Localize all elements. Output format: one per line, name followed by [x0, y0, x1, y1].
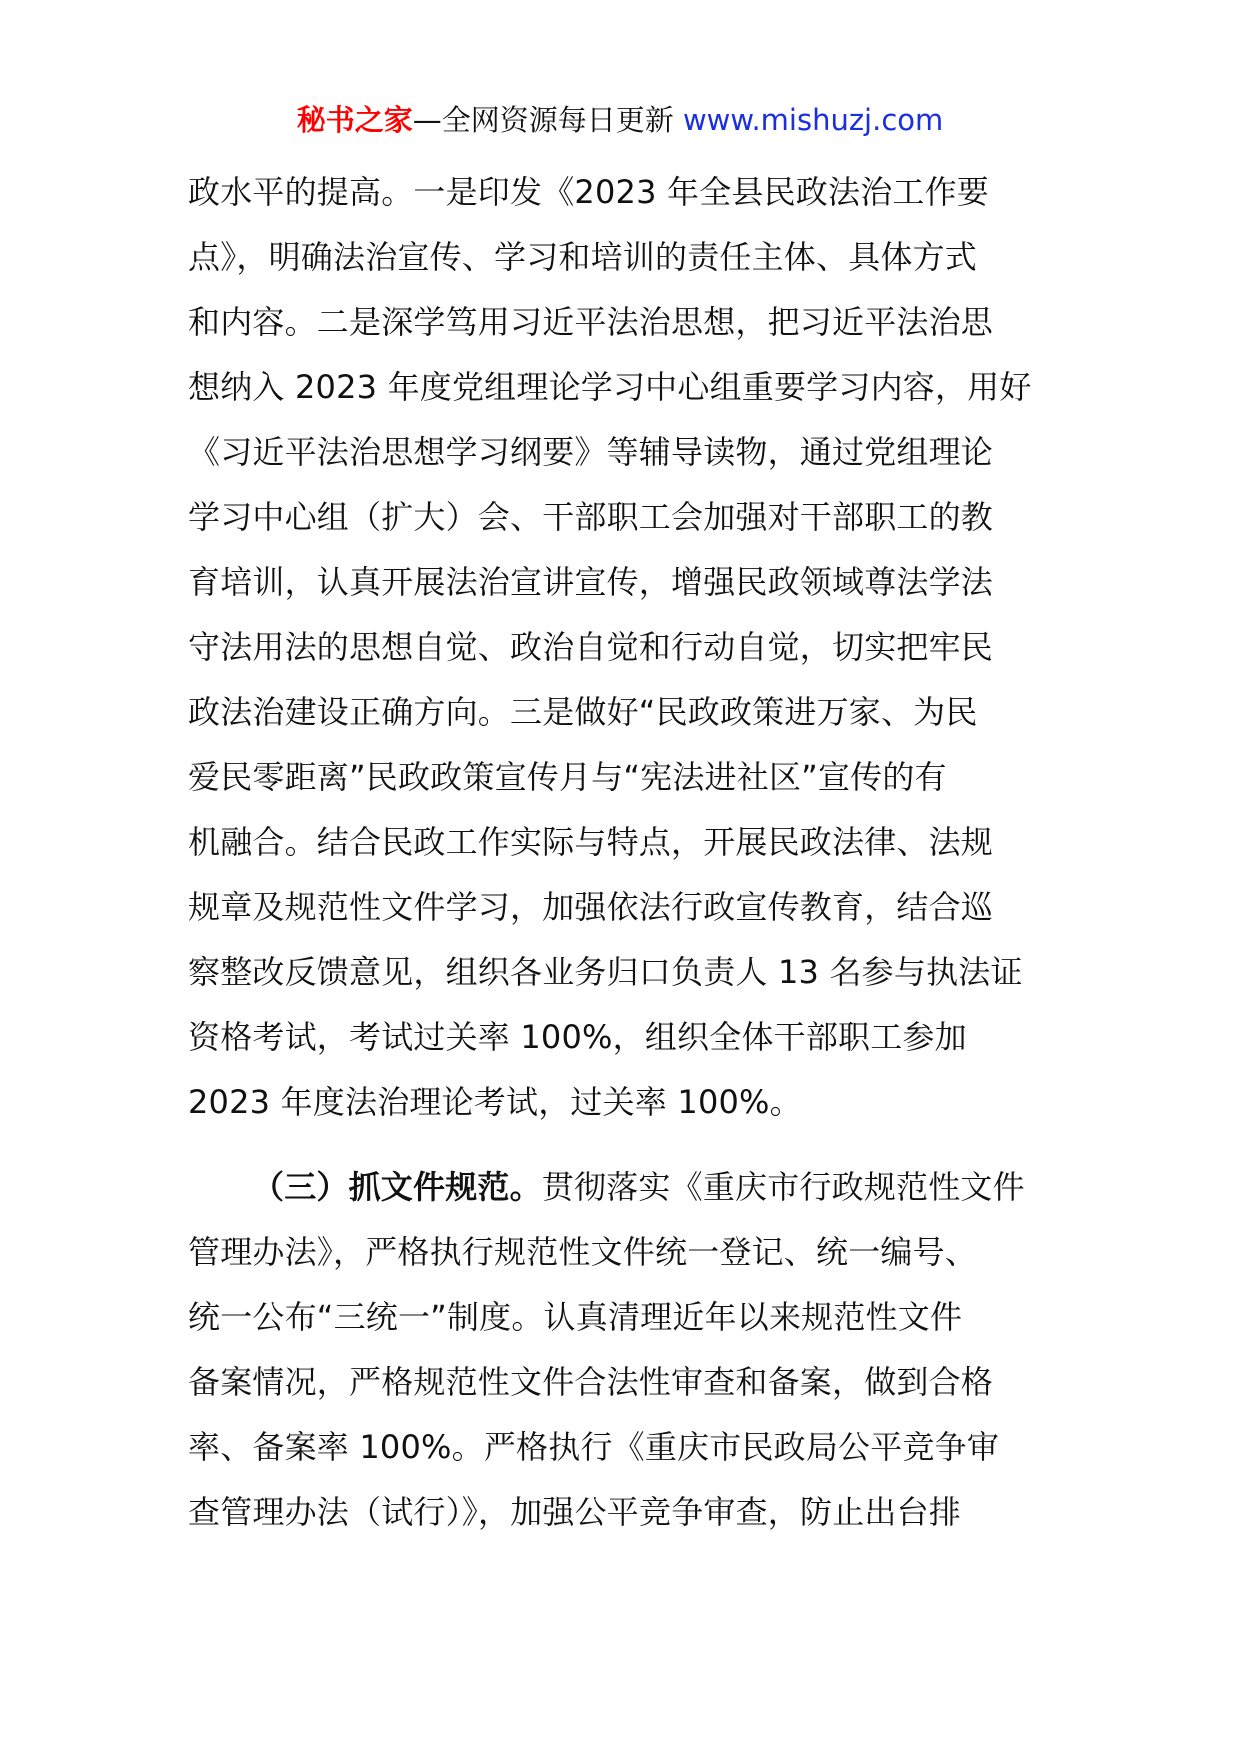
- text-line: 机融合。结合民政工作实际与特点，开展民政法律、法规: [188, 823, 994, 861]
- text-line: 规章及规范性文件学习，加强依法行政宣传教育，结合巡: [188, 888, 994, 926]
- site-url-link[interactable]: www.mishuzj.com: [682, 103, 944, 137]
- text-line: 和内容。二是深学笃用习近平法治思想，把习近平法治思: [188, 303, 994, 341]
- site-header: [0, 100, 1240, 140]
- section-first-line: [188, 1155, 1058, 1220]
- text-line: 育培训，认真开展法治宣讲宣传，增强民政领域尊法学法: [188, 563, 994, 601]
- header-tagline: —全网资源每日更新: [412, 103, 683, 137]
- text-line: 备案情况，严格规范性文件合法性审查和备案，做到合格: [188, 1363, 994, 1401]
- paragraph-document-standards: [188, 1155, 1058, 1545]
- document-body: [188, 160, 1058, 1545]
- text-line: 《习近平法治思想学习纲要》等辅导读物，通过党组理论: [188, 433, 994, 471]
- section-heading: （三）抓文件规范。: [252, 1168, 542, 1206]
- text-line: 想纳入 2023 年度党组理论学习中心组重要学习内容，用好: [188, 368, 1032, 406]
- paragraph-legal-training: [188, 160, 1058, 1135]
- text-line: 统一公布“三统一”制度。认真清理近年以来规范性文件: [188, 1298, 963, 1336]
- text-line: 率、备案率 100%。严格执行《重庆市民政局公平竞争审: [188, 1428, 1000, 1466]
- text-line: 政法治建设正确方向。三是做好“民政政策进万家、为民: [188, 693, 978, 731]
- text-line: 2023 年度法治理论考试，过关率 100%。: [188, 1083, 802, 1121]
- section-first-line-text: 贯彻落实《重庆市行政规范性文件: [541, 1168, 1025, 1206]
- text-line: 查管理办法（试行）》，加强公平竞争审查，防止出台排: [188, 1493, 962, 1531]
- text-line: 爱民零距离”民政政策宣传月与“宪法进社区”宣传的有: [188, 758, 947, 796]
- text-line: 察整改反馈意见，组织各业务归口负责人 13 名参与执法证: [188, 953, 1023, 991]
- text-line: 管理办法》，严格执行规范性文件统一登记、统一编号、: [188, 1233, 978, 1271]
- text-line: 学习中心组（扩大）会、干部职工会加强对干部职工的教: [188, 498, 994, 536]
- brand-name: 秘书之家: [296, 103, 413, 137]
- text-line: 资格考试，考试过关率 100%，组织全体干部职工参加: [188, 1018, 967, 1056]
- text-line: 政水平的提高。一是印发《2023 年全县民政法治工作要: [188, 173, 990, 211]
- text-line: 守法用法的思想自觉、政治自觉和行动自觉，切实把牢民: [188, 628, 994, 666]
- text-line: 点》，明确法治宣传、学习和培训的责任主体、具体方式: [188, 238, 978, 276]
